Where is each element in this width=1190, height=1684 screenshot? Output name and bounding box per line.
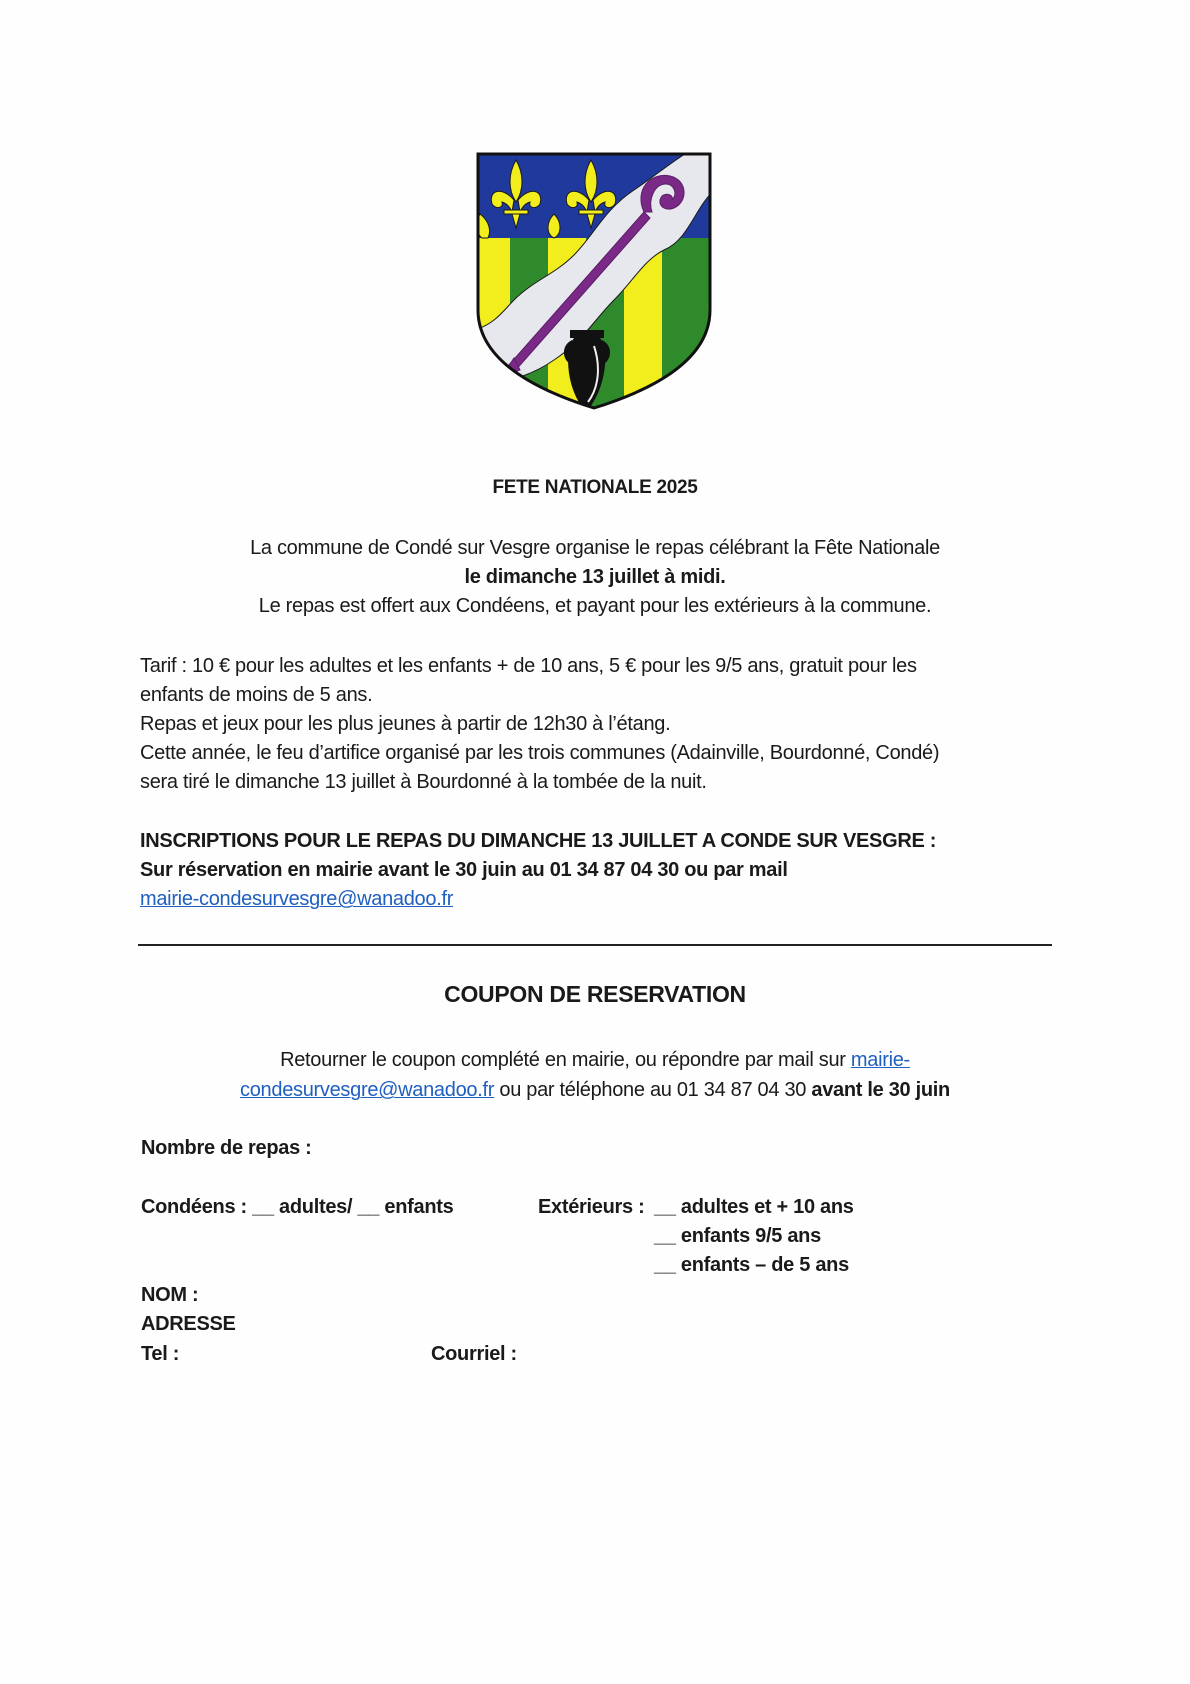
page-title: FETE NATIONALE 2025 <box>492 477 698 498</box>
inscriptions-line: Sur réservation en mairie avant le 30 juin au 01 34 87 04 30 ou par mail <box>140 859 788 881</box>
intro-line-1: La commune de Condé sur Vesgre organise le repas célébrant la Fête Nationale <box>250 537 940 559</box>
tarif-line-1: Tarif : 10 € pour les adultes et les enfants + de 10 ans, 5 € pour les 9/5 ans, gratuit pour les <box>140 655 917 677</box>
exterieurs-label: Extérieurs : <box>538 1196 645 1218</box>
condeens-field[interactable]: Condéens : __ adultes/ __ enfants <box>141 1196 454 1218</box>
coupon-phone-text: ou par téléphone au 01 34 87 04 30 <box>494 1079 812 1101</box>
divider <box>138 944 1052 946</box>
email-link[interactable]: mairie-condesurvesgre@wanadoo.fr <box>140 888 454 910</box>
exterieurs-adultes-field[interactable]: __ adultes et + 10 ans <box>654 1196 854 1218</box>
exterieurs-enfants-moins-5-field[interactable]: __ enfants – de 5 ans <box>654 1254 849 1276</box>
nom-field[interactable]: NOM : <box>141 1284 199 1306</box>
coupon-title: COUPON DE RESERVATION <box>444 981 746 1007</box>
tarif-line-2: enfants de moins de 5 ans. <box>140 684 373 706</box>
coupon-email-link-part2[interactable]: condesurvesgre@wanadoo.fr <box>240 1079 495 1101</box>
coupon-instr-text: Retourner le coupon complété en mairie, ou répondre par mail sur <box>280 1049 851 1071</box>
adresse-field[interactable]: ADRESSE <box>141 1313 236 1335</box>
coupon-email-link-part1[interactable]: mairie- <box>850 1049 910 1071</box>
tel-field[interactable]: Tel : <box>141 1343 180 1365</box>
nombre-label: Nombre de repas : <box>141 1137 312 1159</box>
feu-line-2: sera tiré le dimanche 13 juillet à Bourdonné à la tombée de la nuit. <box>140 771 707 793</box>
feu-line-1: Cette année, le feu d’artifice organisé par les trois communes (Adainville, Bourdonné, Condé) <box>140 742 940 764</box>
jeux-line: Repas et jeux pour les plus jeunes à partir de 12h30 à l’étang. <box>140 713 671 735</box>
courriel-field[interactable]: Courriel : <box>431 1343 517 1365</box>
coupon-deadline: avant le 30 juin <box>811 1079 950 1101</box>
exterieurs-enfants-9-5-field[interactable]: __ enfants 9/5 ans <box>654 1225 821 1247</box>
coupon-instructions-1 <box>0 1048 1190 1072</box>
intro-line-3: Le repas est offert aux Condéens, et payant pour les extérieurs à la commune. <box>258 595 932 617</box>
inscriptions-heading: INSCRIPTIONS POUR LE REPAS DU DIMANCHE 13 JUILLET A CONDE SUR VESGRE : <box>140 830 937 852</box>
intro-date: le dimanche 13 juillet à midi. <box>464 566 726 588</box>
coat-of-arms-logo <box>474 150 714 412</box>
coupon-instructions-2 <box>0 1078 1190 1102</box>
